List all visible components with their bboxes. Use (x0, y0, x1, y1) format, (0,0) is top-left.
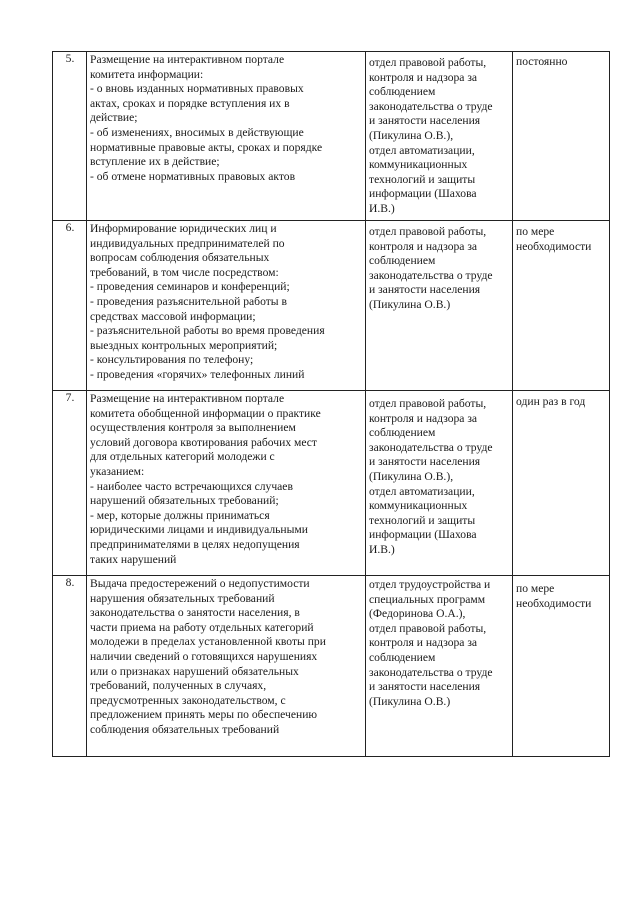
text-line: - наиболее часто встречающихся случаев (90, 479, 293, 493)
text-line: части приема на работу отдельных категорий (90, 620, 314, 634)
table-row (53, 221, 610, 391)
text-line: отдел трудоустройства и (369, 578, 491, 591)
text-line: отдел правовой работы, (369, 397, 487, 410)
text-line: указанием: (90, 464, 145, 478)
text-line: (Пикулина О.В.) (369, 297, 451, 311)
text-line: отдел автоматизации, (369, 143, 475, 157)
text-line: комитета информации: (90, 67, 204, 81)
text-line: действие; (90, 111, 138, 125)
text-line: (Федоринова О.А.), (369, 607, 466, 621)
text-line: по мере (516, 582, 555, 595)
text-line: информации (Шахова (369, 187, 477, 201)
text-line: информации (Шахова (369, 528, 477, 542)
text-line: соблюдением (369, 254, 436, 268)
text-line: отдел правовой работы, (369, 56, 487, 69)
row-number-cell (53, 52, 87, 221)
text-line: технологий и защиты (369, 172, 476, 186)
text-line: необходимости (516, 239, 592, 253)
text-line: средствах массовой информации; (90, 309, 256, 323)
text-line: (Пикулина О.В.) (369, 694, 451, 708)
text-line: - консультирования по телефону; (90, 353, 254, 367)
text-line: И.В.) (369, 542, 395, 556)
text-line: (Пикулина О.В.), (369, 469, 454, 483)
text-line: один раз в год (516, 395, 586, 408)
text-line: отдел правовой работы, (369, 225, 487, 238)
responsible-cell (366, 221, 513, 391)
text-line: и занятости населения (369, 680, 481, 694)
responsible-cell (366, 576, 513, 757)
text-line: таких нарушений (90, 552, 177, 566)
text-line: необходимости (516, 596, 592, 610)
text-line: индивидуальных предпринимателей по (90, 236, 285, 250)
text-line: - об отмене нормативных правовых актов (90, 169, 296, 183)
text-line: контроля и надзора за (369, 70, 478, 84)
text-line: контроля и надзора за (369, 411, 478, 425)
text-line: постоянно (516, 55, 568, 68)
text-line: Информирование юридических лиц и (90, 222, 277, 235)
text-line: по мере (516, 225, 555, 238)
text-line: соблюдением (369, 650, 436, 664)
table-row (53, 52, 610, 221)
text-line: наличии сведений о готовящихся нарушениях (90, 649, 318, 663)
text-line: законодательства о труде (369, 99, 493, 113)
text-line: нарушений обязательных требований; (90, 494, 279, 508)
text-line: - о вновь изданных нормативных правовых (90, 82, 304, 96)
text-line: требований, в том числе посредством: (90, 265, 279, 279)
text-line: контроля и надзора за (369, 239, 478, 253)
text-line: отдел автоматизации, (369, 484, 475, 498)
text-line: условий договора квотирования рабочих мест (90, 435, 317, 449)
text-line: законодательства о труде (369, 440, 493, 454)
text-line: - разъяснительной работы во время проведения (90, 324, 325, 338)
text-line: Размещение на интерактивном портале (90, 53, 285, 66)
row-number: 7. (65, 391, 75, 404)
text-line: или о признаках нарушений обязательных (90, 664, 299, 678)
text-line: специальных программ (369, 592, 486, 606)
text-line: и занятости населения (369, 114, 481, 128)
text-line: предпринимателями в целях недопущения (90, 537, 300, 551)
measure-description-cell (87, 221, 366, 391)
text-line: вступление их в действие; (90, 155, 220, 169)
text-line: законодательства о труде (369, 665, 493, 679)
text-line: молодежи в пределах установленной квоты при (90, 635, 326, 649)
text-line: выездных контрольных мероприятий; (90, 338, 278, 352)
text-line: для отдельных категорий молодежи с (90, 450, 275, 464)
text-line: и занятости населения (369, 455, 481, 469)
measure-description-cell (87, 52, 366, 221)
text-line: - об изменениях, вносимых в действующие (90, 125, 304, 139)
text-line: нарушения обязательных требований (90, 591, 275, 605)
text-line: технологий и защиты (369, 513, 476, 527)
row-number-cell (53, 576, 87, 757)
text-line: коммуникационных (369, 158, 468, 172)
text-line: соблюдением (369, 85, 436, 99)
text-line: коммуникационных (369, 499, 468, 513)
text-line: контроля и надзора за (369, 636, 478, 650)
text-line: Размещение на интерактивном портале (90, 392, 285, 405)
text-line: комитета обобщенной информации о практике (90, 406, 321, 420)
text-line: - проведения «горячих» телефонных линий (90, 367, 305, 381)
measure-description-cell (87, 391, 366, 576)
row-number: 8. (65, 576, 75, 589)
text-line: юридическими лицами и индивидуальными (90, 523, 308, 537)
text-line: соблюдения обязательных требований (90, 722, 280, 736)
text-line: осуществления контроля за выполнением (90, 421, 296, 435)
term-cell (513, 576, 610, 757)
text-line: Выдача предостережений о недопустимости (90, 577, 310, 590)
table-row (53, 576, 610, 757)
text-line: - проведения семинаров и конференций; (90, 280, 290, 294)
responsible-cell (366, 52, 513, 221)
measures-table-body (53, 52, 610, 757)
text-line: актах, сроках и порядке вступления их в (90, 96, 290, 110)
measures-table (52, 51, 610, 757)
text-line: вопросам соблюдения обязательных (90, 251, 270, 265)
responsible-cell (366, 391, 513, 576)
text-line: и занятости населения (369, 283, 481, 297)
text-line: законодательства о труде (369, 268, 493, 282)
text-line: предусмотренных законодательством, с (90, 693, 286, 707)
text-line: - проведения разъяснительной работы в (90, 294, 287, 308)
text-line: И.В.) (369, 201, 395, 215)
text-line: нормативные правовые акты, сроках и порядке (90, 140, 323, 154)
text-line: предложением принять меры по обеспечению (90, 708, 318, 722)
row-number: 6. (65, 221, 75, 234)
text-line: требований, полученных в случаях, (90, 679, 267, 693)
row-number: 5. (65, 52, 75, 65)
text-line: соблюдением (369, 426, 436, 440)
measure-description-cell (87, 576, 366, 757)
text-line: - мер, которые должны приниматься (90, 508, 270, 522)
term-cell (513, 52, 610, 221)
text-line: отдел правовой работы, (369, 621, 487, 635)
text-line: (Пикулина О.В.), (369, 128, 454, 142)
table-row (53, 391, 610, 576)
term-cell (513, 221, 610, 391)
row-number-cell (53, 391, 87, 576)
text-line: законодательства о занятости населения, в (90, 606, 300, 620)
row-number-cell (53, 221, 87, 391)
term-cell (513, 391, 610, 576)
